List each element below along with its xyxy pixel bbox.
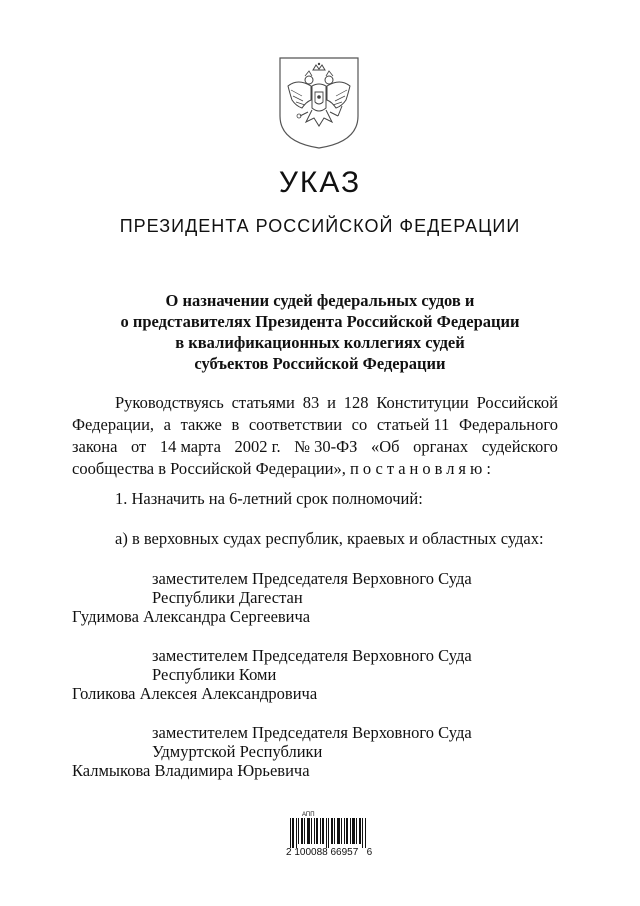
word: 2002 г.	[234, 437, 281, 456]
word: Федерации,	[72, 415, 155, 434]
appointment-person: Калмыкова Владимира Юрьевича	[72, 761, 310, 780]
word: 83	[302, 393, 320, 412]
decree-verb: постановляю:	[350, 459, 495, 478]
word: Российской	[476, 393, 558, 412]
appointment-region: Республики Коми	[152, 665, 277, 684]
word: № 30-ФЗ	[294, 437, 358, 456]
appointment-position: заместителем Председателя Верховного Суда	[152, 569, 472, 588]
coat-of-arms-icon	[278, 56, 360, 150]
appointment-person: Гудимова Александра Сергеевича	[72, 607, 311, 626]
word: судейского	[481, 437, 558, 456]
appointment-position: заместителем Председателя Верховного Суда	[152, 723, 472, 742]
word: органах	[413, 437, 469, 456]
word: закона	[72, 437, 118, 456]
word: 14 марта	[159, 437, 221, 456]
barcode-label: АПП	[302, 812, 315, 818]
preamble-text: сообщества в Российской Федерации»,	[72, 459, 346, 478]
preamble-continuation	[72, 414, 558, 480]
appointment-person: Голикова Алексея Александровича	[72, 684, 318, 703]
word: также	[180, 415, 222, 434]
preamble-paragraph	[115, 392, 558, 414]
word: и	[327, 393, 336, 412]
appointment-region: Республики Дагестан	[152, 588, 303, 607]
word: статьей 11	[376, 415, 450, 434]
decree-issuer: ПРЕЗИДЕНТА РОССИЙСКОЙ ФЕДЕРАЦИИ	[119, 216, 521, 236]
word: «Об	[370, 437, 400, 456]
word: 128	[343, 393, 369, 412]
preamble-line	[72, 458, 558, 480]
word: Конституции	[376, 393, 469, 412]
subject-line: субъектов Российской Федерации	[194, 354, 446, 373]
decree-title: УКАЗ	[278, 166, 362, 199]
word: а	[163, 415, 171, 434]
word: соответствии	[248, 415, 343, 434]
word: со	[351, 415, 368, 434]
preamble-line	[72, 436, 558, 458]
decree-subject	[0, 290, 640, 374]
word: Руководствуясь	[115, 393, 224, 412]
subject-line: О назначении судей федеральных судов и	[165, 291, 475, 310]
word: Федерального	[458, 415, 558, 434]
appointment-region: Удмуртской Республики	[152, 742, 323, 761]
appointment-position: заместителем Председателя Верховного Суда	[152, 646, 472, 665]
item-1: 1. Назначить на 6-летний срок полномочий:	[115, 489, 423, 508]
word: от	[131, 437, 147, 456]
subject-line: в квалификационных коллегиях судей	[175, 333, 465, 352]
preamble-line	[115, 392, 558, 414]
word: в	[231, 415, 240, 434]
preamble-line	[72, 414, 558, 436]
subitem-a: а) в верховных судах республик, краевых и областных судах:	[115, 529, 544, 548]
barcode-number: 2 100088 66957 6	[286, 847, 373, 858]
subject-line: о представителях Президента Российской Федерации	[120, 312, 520, 331]
word: статьями	[231, 393, 295, 412]
